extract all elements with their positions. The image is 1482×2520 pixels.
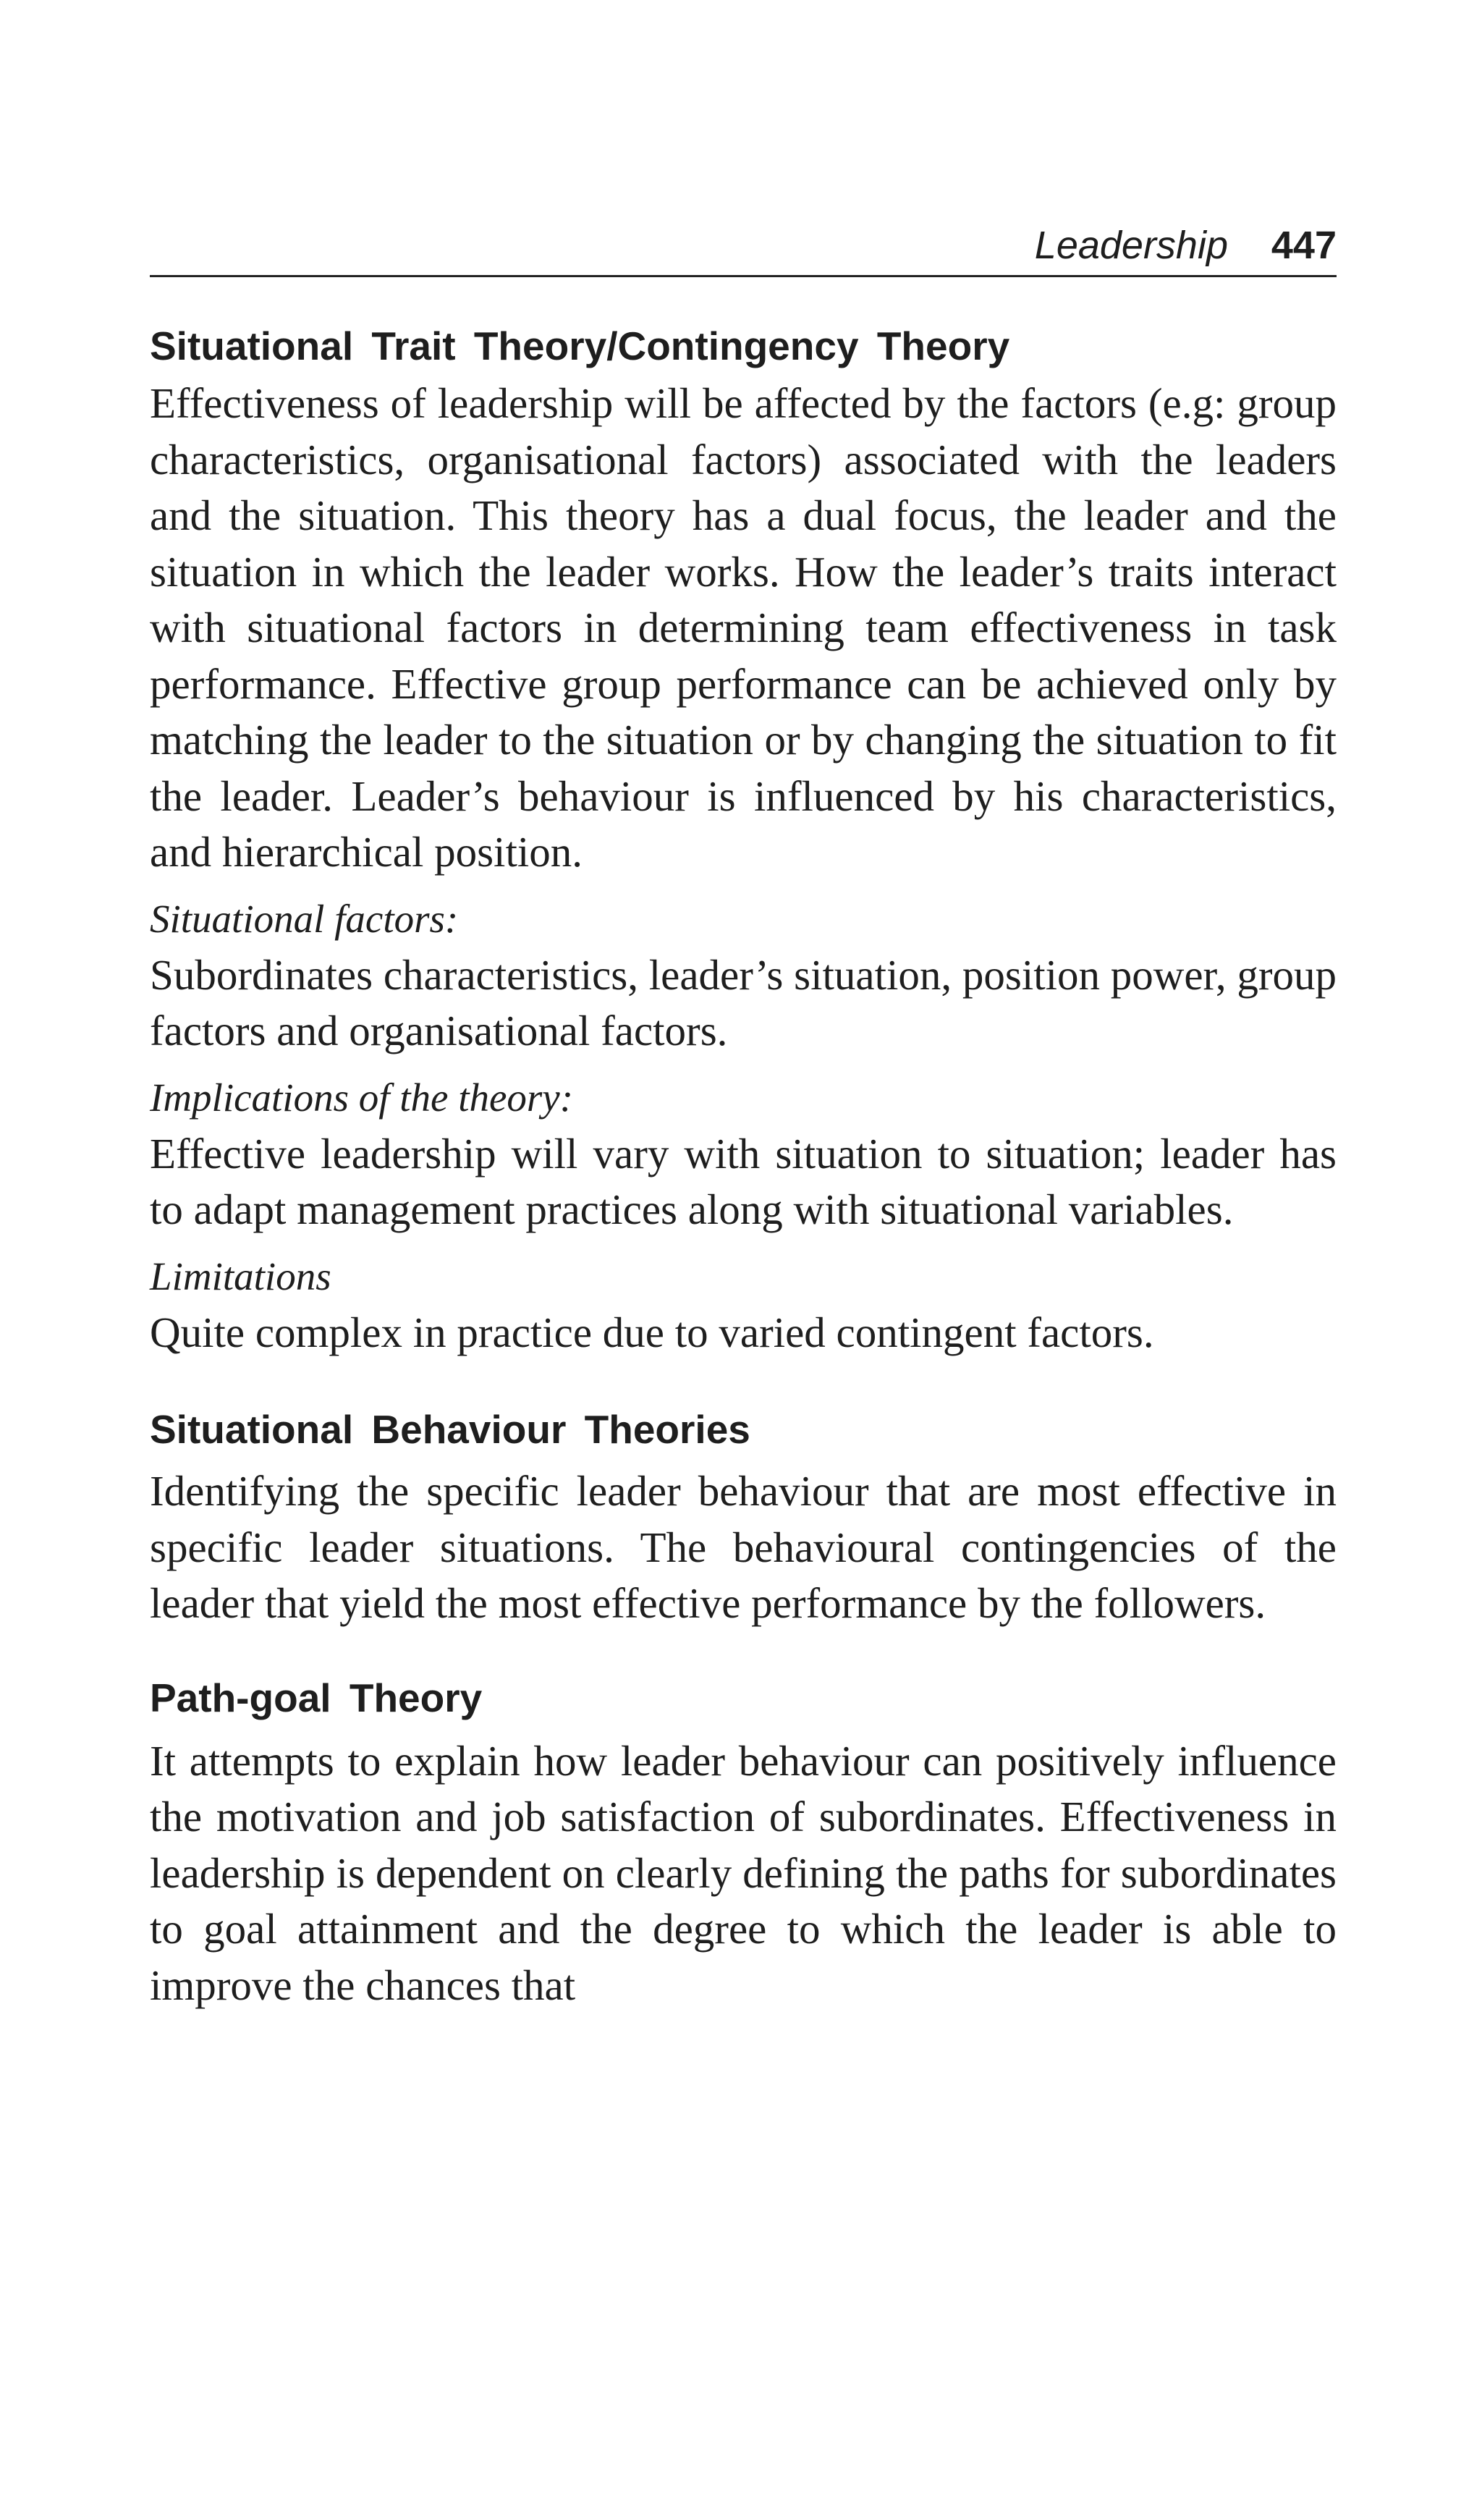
section-heading-path-goal: Path-goal Theory [150,1675,483,1720]
page-number: 447 [1271,224,1337,267]
implications-text: Effective leadership will vary with situation to situation; leader has to adapt management practices along with situational variables. [150,1129,1337,1233]
limitations-label: Limitations [150,1253,331,1298]
limitations-text: Quite complex in practice due to varied contingent factors. [150,1308,1154,1356]
situational-factors-label: Situational factors: [150,896,459,941]
situational-factors-text: Subordinates characteristics, leader’s situation, position power, group factors and organisational factors. [150,950,1337,1054]
path-goal-paragraph: It attempts to explain how leader behaviour can positively influence the motivation and job satisfaction of subordinates. Effectiveness in leadership is dependent on clearly defining the paths for subordinates to goal attainment and the degree to which the leader is able to improve the chances that [150,1736,1337,2009]
behaviour-theories-paragraph: Identifying the specific leader behaviour that are most effective in specific leader situations. The behavioural contingencies of the leader that yield the most effective performance by the followers. [150,1467,1337,1627]
section-heading-behaviour-theories: Situational Behaviour Theories [150,1407,750,1452]
section-heading-trait-theory: Situational Trait Theory/Contingency Theory [150,324,1010,368]
trait-theory-paragraph: Effectiveness of leadership will be affected by the factors (e.g: group characteristics, organisational factors) associated with the leaders and the situation. This theory has a dual focus, the leader and the situation in which the leader works. How the leader’s traits interact with situational factors in determining team effectiveness in task performance. Effective group performance can be achieved only by matching the leader to the situation or by changing the situation to fit the leader. Leader’s behaviour is influenced by his characteristics, and hierarchical position. [150,379,1337,876]
book-page [150,210,1337,2013]
running-title: Leadership [1034,224,1228,267]
running-header [150,210,1337,277]
implications-label: Implications of the theory: [150,1075,574,1120]
